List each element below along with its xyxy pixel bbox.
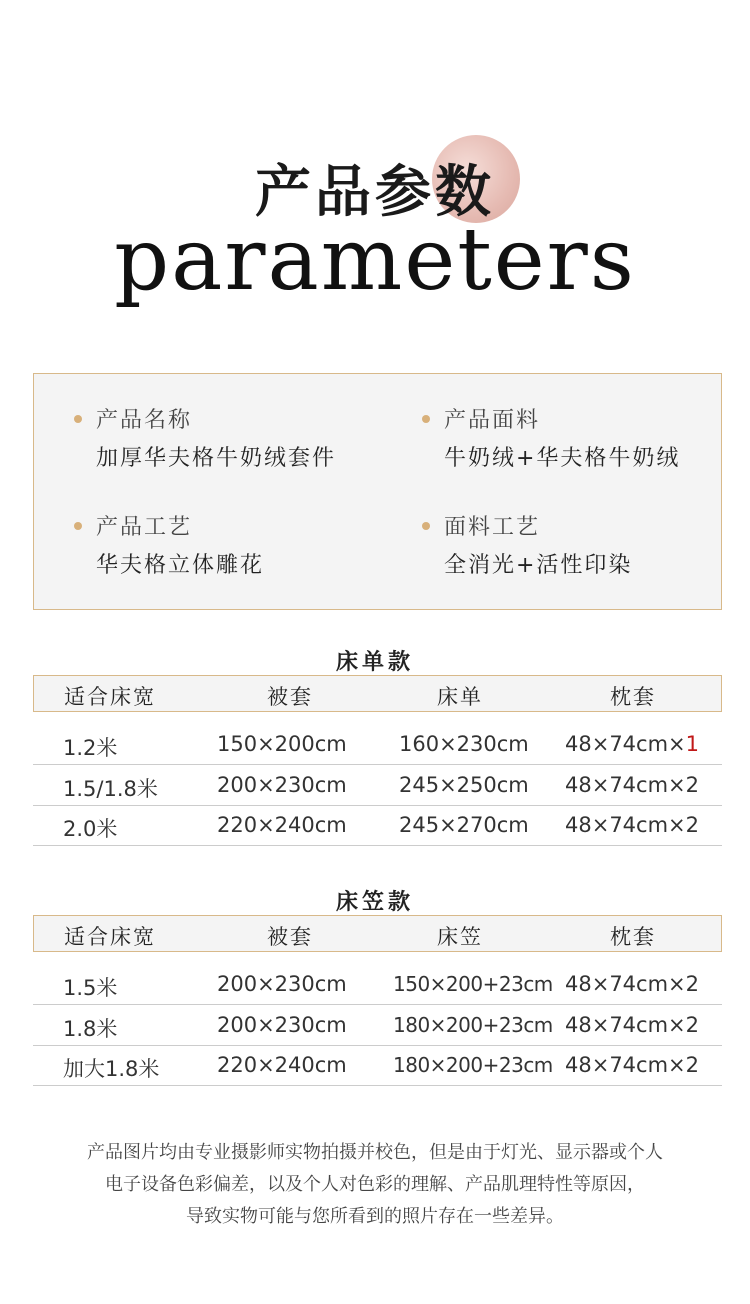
header-cell: 床单 xyxy=(437,685,483,709)
duvet-cell: 200×230cm xyxy=(217,972,347,996)
fitted-sheet-cell: 150×200+23cm xyxy=(393,972,553,996)
info-label: 产品名称 xyxy=(96,408,193,433)
info-item-fabric-craft xyxy=(422,513,632,581)
bullet-dot-icon xyxy=(74,522,82,530)
info-label: 产品面料 xyxy=(444,408,541,433)
table-row xyxy=(33,725,722,765)
product-info-box xyxy=(33,373,722,610)
pillow-size: 48×74cm× xyxy=(565,732,686,756)
info-value: 全消光+活性印染 xyxy=(444,553,633,578)
table-row xyxy=(33,766,722,806)
width-cell: 1.8米 xyxy=(63,1017,118,1041)
duvet-cell: 200×230cm xyxy=(217,773,347,797)
pillow-count: 1 xyxy=(685,732,700,756)
bullet-dot-icon xyxy=(422,415,430,423)
width-cell: 加大1.8米 xyxy=(63,1057,160,1081)
info-value: 加厚华夫格牛奶绒套件 xyxy=(96,446,337,471)
duvet-cell: 150×200cm xyxy=(217,732,347,756)
info-item-name xyxy=(74,406,336,474)
duvet-cell: 200×230cm xyxy=(217,1013,347,1037)
header xyxy=(0,0,750,330)
table-row xyxy=(33,806,722,846)
pillow-cell: 48×74cm×2 xyxy=(565,813,699,837)
pillow-cell: 48×74cm×2 xyxy=(565,972,699,996)
sheet-cell: 245×270cm xyxy=(399,813,529,837)
table2-header xyxy=(33,915,722,952)
bullet-dot-icon xyxy=(422,522,430,530)
sheet-cell: 245×250cm xyxy=(399,773,529,797)
table2-title: 床笠款 xyxy=(335,890,414,915)
header-cell: 适合床宽 xyxy=(64,925,156,949)
pillow-cell: 48×74cm×2 xyxy=(565,773,699,797)
duvet-cell: 220×240cm xyxy=(217,1053,347,1077)
table-row xyxy=(33,1046,722,1086)
disclaimer-line: 导致实物可能与您所看到的照片存在一些差异。 xyxy=(186,1206,564,1227)
header-cell: 枕套 xyxy=(610,925,656,949)
width-cell: 1.5/1.8米 xyxy=(63,777,158,801)
disclaimer-line: 电子设备色彩偏差，以及个人对色彩的理解、产品肌理特性等原因， xyxy=(105,1174,645,1195)
info-value: 牛奶绒+华夫格牛奶绒 xyxy=(444,446,681,471)
pillow-cell xyxy=(565,732,699,756)
page-title: 产品参数 xyxy=(255,160,495,225)
width-cell: 1.5米 xyxy=(63,976,118,1000)
pillow-cell: 48×74cm×2 xyxy=(565,1013,699,1037)
table1-title: 床单款 xyxy=(335,650,414,675)
bullet-dot-icon xyxy=(74,415,82,423)
pillow-cell: 48×74cm×2 xyxy=(565,1053,699,1077)
width-cell: 1.2米 xyxy=(63,736,118,760)
width-cell: 2.0米 xyxy=(63,817,118,841)
info-value: 华夫格立体雕花 xyxy=(96,553,265,578)
fitted-sheet-cell: 180×200+23cm xyxy=(393,1053,553,1077)
info-label: 产品工艺 xyxy=(96,515,193,540)
sheet-cell: 160×230cm xyxy=(399,732,529,756)
header-cell: 床笠 xyxy=(437,925,483,949)
disclaimer xyxy=(0,1137,750,1233)
info-item-craft xyxy=(74,513,264,581)
table1-header xyxy=(33,675,722,712)
table-row xyxy=(33,1006,722,1046)
header-cell: 适合床宽 xyxy=(64,685,156,709)
info-item-fabric xyxy=(422,406,680,474)
fitted-sheet-cell: 180×200+23cm xyxy=(393,1013,553,1037)
page-subtitle: parameters xyxy=(114,210,636,310)
disclaimer-line: 产品图片均由专业摄影师实物拍摄并校色，但是由于灯光、显示器或个人 xyxy=(87,1142,663,1163)
table-row xyxy=(33,965,722,1005)
duvet-cell: 220×240cm xyxy=(217,813,347,837)
header-cell: 被套 xyxy=(267,925,313,949)
header-cell: 被套 xyxy=(267,685,313,709)
header-cell: 枕套 xyxy=(610,685,656,709)
info-label: 面料工艺 xyxy=(444,515,541,540)
